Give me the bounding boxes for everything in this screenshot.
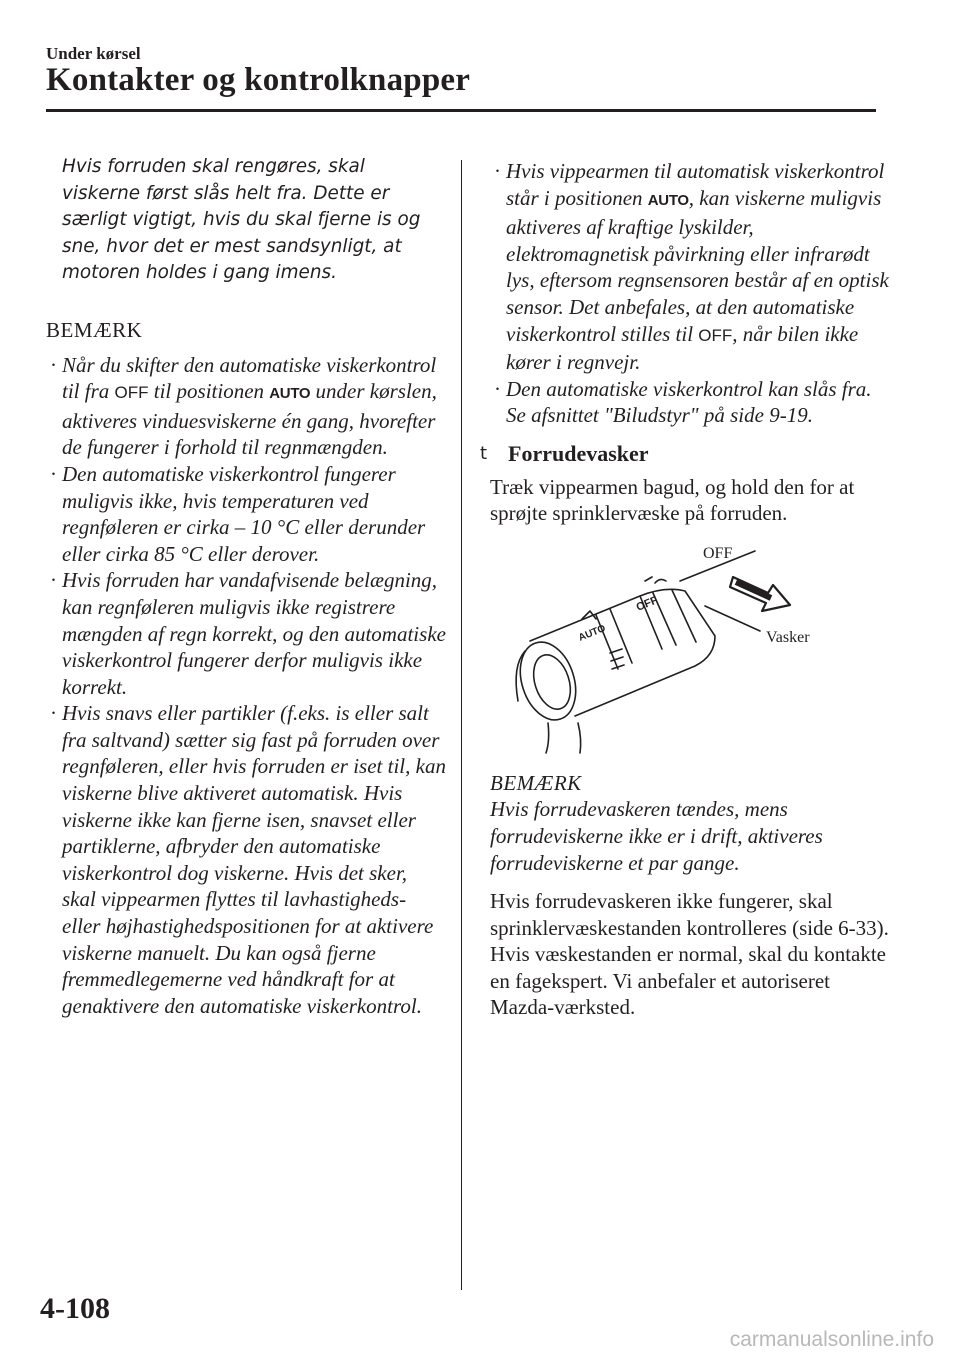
bullet-dot-icon: ·: [50, 701, 57, 726]
section-label: Under kørsel: [46, 44, 141, 63]
figure-label-vasker: Vasker: [766, 628, 810, 646]
body-paragraph: Træk vippearmen bagud, og hold den for at sprøjte sprinklervæske på forruden.: [490, 474, 855, 526]
note-text: Hvis forrudevaskeren tændes, mens forrudeviskerne ikke er i drift, aktiveres forrudeviskerne et par gange.: [490, 797, 823, 875]
list-item: · Når du skifter den automatiske viskerkontrol til fra OFF til positionen AUTO under kørslen, aktiveres vinduesviskerne én gang, hvorefter de fungerer i forhold til regnmængden.: [50, 352, 437, 460]
warning-text: Hvis forruden skal rengøres, skal viskerne først slås helt fra. Dette er særligt vigtigt, hvis du skal fjerne is og sne, hvor det er mest sandsynligt, at motoren holdes i gang imens.: [62, 156, 421, 284]
auto-label: AUTO: [647, 191, 689, 209]
figure-label-off: OFF: [703, 544, 733, 562]
section-marker-icon: t: [480, 442, 488, 464]
list-item: · Hvis forruden har vandafvisende belægning, kan regnføleren muligvis ikke registrere mængden af regn korrekt, og den automatiske viskerkontrol fungerer derfor muligvis ikke korrekt.: [50, 568, 446, 699]
page-title: Kontakter og kontrolknapper: [46, 62, 471, 98]
stalk-off-text: OFF: [634, 594, 660, 614]
right-column: [480, 158, 890, 1021]
watermark: carmanualsonline.info: [729, 1328, 934, 1351]
note-list-continued: [490, 158, 890, 429]
list-item: · Hvis vippearmen til automatisk viskerkontrol står i positionen AUTO, kan viskerne muligvis aktiveres af kraftige lyskilder, elektromagnetisk påvirkning eller infrarødt lys, eftersom regnsensoren består af en optisk sensor. Det anbefales, at den automatiske viskerkontrol stilles til OFF, når bilen ikke kører i regnvejr.: [494, 159, 889, 375]
wiper-stalk-illustration-icon: [490, 541, 890, 756]
bullet-dot-icon: ·: [50, 461, 57, 486]
column-divider: [461, 160, 462, 1290]
subsection-heading: t Forrudevasker: [480, 440, 649, 466]
auto-label: AUTO: [269, 385, 311, 403]
title-rule: [46, 109, 876, 112]
bullet-dot-icon: ·: [50, 568, 57, 593]
note-heading: BEMÆRK: [490, 770, 582, 795]
bullet-dot-icon: ·: [494, 159, 501, 183]
page-number: 4-108: [40, 1292, 110, 1325]
body-paragraph: Hvis forrudevaskeren ikke fungerer, skal sprinklervæskestanden kontrolleres (side 6-33). Hvis væskestanden er normal, skal du kontakte en fagekspert. Vi anbefaler et autoriseret Mazda-værksted.: [490, 889, 889, 1020]
wiper-stalk-figure: [490, 541, 890, 756]
note-list: [46, 352, 446, 1020]
list-item: · Hvis snavs eller partikler (f.eks. is eller salt fra saltvand) sætter sig fast på forruden over regnføleren, eller hvis forruden er iset til, kan viskerne blive aktiveret automatisk. Hvis viskerne ikke kan fjerne isen, snavset eller partiklerne, afbryder den automatiske viskerkontrol dog viskerne. Hvis det sker, skal vippearmen flyttes til lavhastigheds- eller højhastighedspositionen for at aktivere viskerne manuelt. Du kan også fjerne fremmedlegemerne ved håndkraft for at genaktivere den automatiske viskerkontrol.: [50, 701, 446, 1018]
left-column: [46, 154, 446, 1019]
bullet-dot-icon: ·: [50, 352, 57, 377]
note-heading: BEMÆRK: [46, 317, 143, 342]
stalk-auto-text: AUTO: [577, 622, 608, 644]
list-item: · Den automatiske viskerkontrol kan slås fra. Se afsnittet "Biludstyr" på side 9-19.: [494, 376, 872, 428]
cross-reference: Se afsnittet "Biludstyr" på side 9-19.: [506, 403, 813, 428]
bullet-dot-icon: ·: [494, 376, 501, 401]
list-item: · Den automatiske viskerkontrol fungerer muligvis ikke, hvis temperaturen ved regnføleren er cirka – 10 °C eller derunder eller cirka 85 °C eller derover.: [50, 461, 426, 566]
off-label: OFF: [114, 383, 149, 403]
off-label: OFF: [698, 325, 733, 345]
